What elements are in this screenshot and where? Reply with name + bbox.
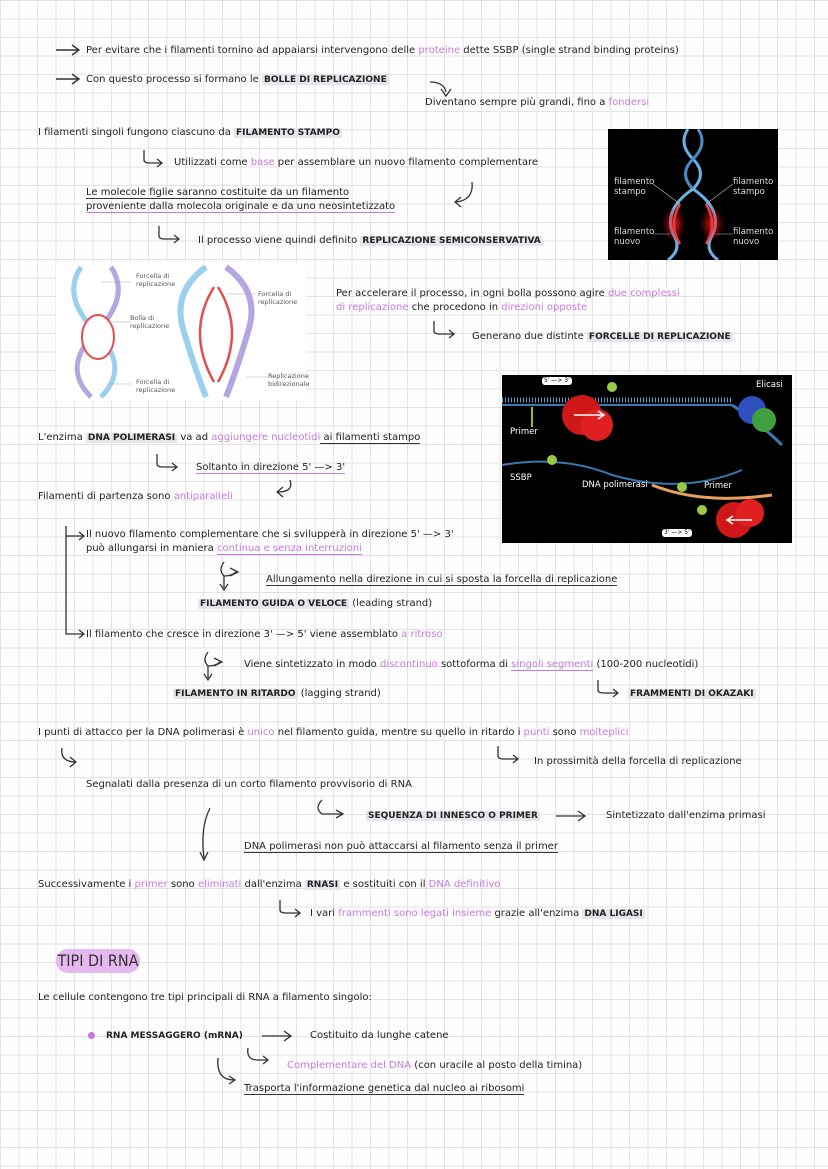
branch-line-icon — [64, 526, 88, 638]
figure-label: 3' —> 5' — [664, 529, 690, 536]
arrow-icon — [56, 73, 82, 85]
curved-arrow-icon — [272, 480, 296, 498]
replication-fork-figure — [502, 375, 792, 543]
figure-label: Replicazione bidirezionale — [268, 372, 310, 388]
hook-arrow-icon — [432, 321, 460, 339]
text-line: Per accelerare il processo, in ogni bolla possono agire due complessi — [336, 288, 680, 299]
figure-label: Forcella di replicazione — [136, 272, 176, 288]
figure-label: Primer — [510, 427, 538, 437]
hook-arrow-icon — [214, 1058, 244, 1086]
bullet-icon — [88, 1032, 95, 1039]
figure-label: filamento stampo — [614, 177, 655, 197]
text-line: RNA MESSAGGERO (mRNA) — [106, 1031, 243, 1041]
split-arrow-icon — [312, 800, 356, 824]
text-line: Filamenti di partenza sono antiparalleli — [38, 491, 233, 502]
text-line: Costituito da lunghe catene — [310, 1030, 449, 1041]
hook-arrow-icon — [496, 746, 524, 764]
hook-arrow-icon — [157, 226, 185, 244]
arrow-icon — [56, 44, 82, 56]
text-line: Utilizzati come base per assemblare un nuovo filamento complementare — [174, 157, 538, 168]
figure-label: Primer — [704, 481, 732, 491]
arrow-icon — [262, 1030, 294, 1042]
figure-label: SSBP — [510, 473, 532, 483]
text-line: I filamenti singoli fungono ciascuno da FILAMENTO STAMPO — [38, 127, 340, 138]
text-line: Per evitare che i filamenti tornino ad appaiarsi intervengono delle proteine dette SSBP (single strand binding proteins) — [86, 45, 679, 56]
figure-label: filamento nuovo — [733, 227, 774, 247]
text-line: Complementare del DNA (con uracile al posto della timina) — [287, 1060, 583, 1071]
dna-replication-figure — [608, 129, 778, 260]
arrow-icon — [556, 810, 588, 822]
hook-arrow-icon — [142, 150, 166, 168]
figure-label: Forcella di replicazione — [258, 290, 298, 306]
text-line: di replicazione che procedono in direzioni opposte — [336, 302, 588, 313]
text-line: Con questo processo si formano le BOLLE DI REPLICAZIONE — [86, 74, 387, 85]
text-line: DNA polimerasi non può attaccarsi al filamento senza il primer — [244, 841, 558, 852]
text-line: FILAMENTO GUIDA O VELOCE (leading strand) — [200, 598, 433, 609]
curved-arrow-icon — [450, 182, 478, 208]
text-line: Soltanto in direzione 5' —> 3' — [196, 462, 346, 473]
figure-label: 5' —> 3' — [544, 377, 570, 384]
text-line: L'enzima DNA POLIMERASI va ad aggiungere nucleotidi ai filamenti stampo — [38, 432, 421, 443]
split-arrow-icon — [200, 652, 240, 682]
split-arrow-icon — [216, 562, 256, 592]
figure-label: filamento nuovo — [614, 227, 655, 247]
text-line: Le molecole figlie saranno costituite da un filamento — [86, 187, 350, 198]
text-line: può allungarsi in maniera continua e senza interruzioni — [86, 543, 363, 554]
text-line: Sintetizzato dall'enzima primasi — [606, 810, 766, 821]
figure-label: filamento stampo — [733, 177, 774, 197]
text-line: Il filamento che cresce in direzione 3' —> 5' viene assemblato a ritroso — [86, 629, 443, 640]
text-line: Diventano sempre più grandi, fino a fondersi — [425, 97, 650, 108]
text-line: In prossimità della forcella di replicazione — [534, 756, 742, 767]
figure-label: Elicasi — [756, 380, 783, 390]
text-line: Trasporta l'informazione genetica dal nucleo ai ribosomi — [244, 1083, 525, 1094]
text-line: Le cellule contengono tre tipi principali di RNA a filamento singolo: — [38, 992, 372, 1003]
text-line: Allungamento nella direzione in cui si sposta la forcella di replicazione — [266, 574, 618, 585]
replication-bubble-figure — [56, 262, 310, 400]
curved-arrow-icon — [58, 748, 84, 770]
text-line: FILAMENTO IN RITARDO (lagging strand) — [175, 688, 381, 699]
figure-label: DNA polimerasi — [582, 480, 648, 490]
text-line: Il nuovo filamento complementare che si svilupperà in direzione 5' —> 3' — [86, 529, 454, 540]
text-line: Successivamente i primer sono eliminati dall'enzima RNASI e sostituiti con il DNA definitivo — [38, 879, 501, 890]
hook-arrow-icon — [278, 900, 306, 918]
text-line: I vari frammenti sono legati insieme grazie all'enzima DNA LIGASI — [310, 908, 643, 919]
text-line: Generano due distinte FORCELLE DI REPLICAZIONE — [472, 331, 731, 342]
text-line: Viene sintetizzato in modo discontinuo sottoforma di singoli segmenti (100-200 nucleotidi) — [244, 659, 699, 670]
section-title: TIPI DI RNA — [56, 949, 140, 973]
text-line: proveniente dalla molecola originale e da uno neosintetizzato — [86, 201, 396, 212]
hook-arrow-icon — [155, 454, 183, 472]
hook-arrow-icon — [244, 1048, 274, 1068]
figure-label: Forcella di replicazione — [136, 378, 176, 394]
text-line: Segnalati dalla presenza di un corto filamento provvisorio di RNA — [86, 779, 412, 790]
text-line: Il processo viene quindi definito REPLICAZIONE SEMICONSERVATIVA — [198, 235, 541, 246]
curved-arrow-icon — [196, 808, 218, 862]
figure-label: Bolla di replicazione — [130, 314, 170, 330]
text-line: SEQUENZA DI INNESCO O PRIMER — [368, 811, 538, 821]
text-line: FRAMMENTI DI OKAZAKI — [630, 689, 754, 699]
replication-fork-image — [502, 375, 792, 543]
text-line: I punti di attacco per la DNA polimerasi è unico nel filamento guida, mentre su quello in ritardo i punti sono molteplici — [38, 727, 629, 738]
hook-arrow-icon — [596, 680, 624, 698]
